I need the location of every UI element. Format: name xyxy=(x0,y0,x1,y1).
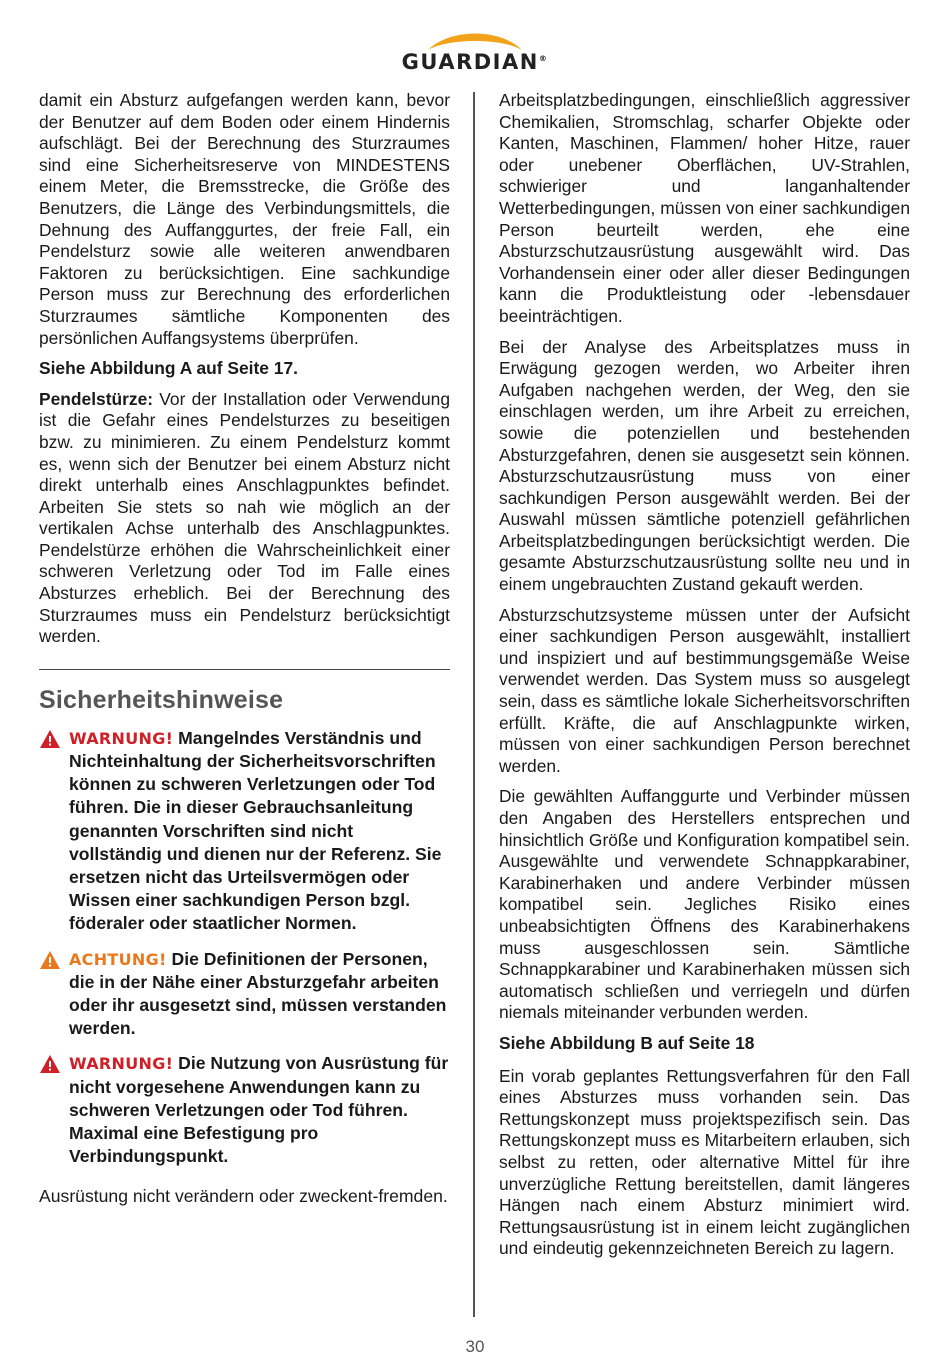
workplace-conditions-paragraph: Arbeitsplatzbedingungen, einschließlich aggressiver Chemikalien, Stromschlag, scharfer Objekte oder Kanten, Maschinen, Flammen/ hoher Hitze, rauer oder unebener Oberflächen, UV-Strahlen, schwieriger und langanhaltender Wetterbedingungen, müssen von einer sachkundigen Person beurteilt werden, ehe eine Absturzschutzausrüstung ausgewählt wird. Das Vorhandensein einer oder aller dieser Bedingungen kann die Produktleistung oder -lebensdauer beeinträchtigen. xyxy=(499,90,910,326)
section-title: Sicherheitshinweise xyxy=(39,685,284,714)
modification-notice: Ausrüstung nicht verändern oder zweckent-fremden. xyxy=(39,1185,448,1206)
warning-triangle-icon xyxy=(39,729,61,749)
swing-fall-text: Vor der Installation oder Verwendung ist die Gefahr eines Pendelsturzes zu beseitigen bzw. zu minimieren. Zu einem Pendelsturz kommt es, wenn sich der Benutzer bei einem Absturz nicht direkt unterhalb eines Anschlagpunktes befindet. Arbeiten Sie stets so nah wie möglich an der vertikalen Achse unterhalb des Anschlagpunktes. Pendelstürze erhöhen die Wahrscheinlichkeit einer schweren Verletzung oder Tod im Falle eines Absturzes erheblich. Bei der Berechnung des Sturzraumes muss ein Pendelsturz berücksichtigt werden. xyxy=(39,388,450,647)
warning-triangle-icon xyxy=(39,1054,61,1074)
page-number: 30 xyxy=(465,1337,485,1356)
section-divider xyxy=(39,669,450,670)
warning-text: Mangelndes Verständnis und Nichteinhaltung der Sicherheitsvorschriften können zu schweren Verletzungen oder Tod führen. Die in dieser Gebrauchsanleitung genannten Vorschriften sind nicht vollständig und dienen nur der Referenz. Sie ersetzen nicht das Urteilsvermögen oder Wissen einer sachkundigen Person bzgl. föderaler oder staatlicher Normen. xyxy=(69,727,442,934)
swing-fall-paragraph xyxy=(39,389,450,648)
fall-protection-systems-paragraph: Absturzschutzsysteme müssen unter der Aufsicht einer sachkundigen Person ausgewählt, installiert und inspiziert und auf bestimmungsgemäße Weise verwendet werden. Das System muss so ausgelegt sein, dass es sämtliche lokale Sicherheitsvorschriften erfüllt. Kräfte, die auf Anschlagpunkte wirken, müssen von einer sachkundigen Person berechnet werden. xyxy=(499,604,910,776)
workplace-analysis-paragraph: Bei der Analyse des Arbeitsplatzes muss in Erwägung gezogen werden, wo Arbeiter ihren Aufgaben nachgehen werden, der Weg, den sie einschlagen werden, um ihre Arbeit zu erreichen, sowie die potenziellen und bestehenden Absturzgefahren, denen sie ausgesetzt sein können. Absturzschutzausrüstung muss von einer sachkundigen Person ausgewählt werden. Bei der Auswahl müssen sämtliche potenziell gefährlichen Arbeitsplatzbedingungen berücksichtigt werden. Die gesamte Absturzschutzausrüstung sollte neu und in einem ungebrauchten Zustand gekauft werden. xyxy=(499,336,910,595)
rescue-plan-paragraph: Ein vorab geplantes Rettungsverfahren für den Fall eines Absturzes muss vorhanden sein. Das Rettungskonzept muss projektspezifisch sein. Das Rettungskonzept muss es Mitarbeitern erlauben, sich selbst zu retten, oder alternative Mittel für ihre unverzügliche Rettung bereitstellen, damit längeres Hängen nach einem Absturz minimiert wird. Rettungsausrüstung ist in einem leicht zugänglichen und eindeutig gekennzeichneten Bereich zu lagern. xyxy=(499,1065,910,1259)
warning-block-1 xyxy=(39,727,450,936)
caution-block xyxy=(39,948,450,1041)
caution-keyword: ACHTUNG! xyxy=(69,949,167,969)
warning-text: Die Nutzung von Ausrüstung für nicht vorgesehene Anwendungen kann zu schweren Verletzungen oder Tod führen. Maximal eine Befestigung pro Verbindungspunkt. xyxy=(69,1053,449,1167)
guardian-logo xyxy=(380,20,570,76)
logo-arc-icon xyxy=(380,20,570,54)
harness-connector-paragraph: Die gewählten Auffanggurte und Verbinder müssen den Angaben des Herstellers entsprechen und hinsichtlich Größe und Konfiguration kompatibel sein. Ausgewählte und verwendete Schnappkarabiner, Karabinerhaken und andere Verbinder müssen kompatibel sein. Jegliches Risiko eines unbeabsichtigten Öffnens des Karabinerhakens muss ausgeschlossen sein. Sämtliche Schnappkarabiner und Karabinerhaken müssen sich automatisch schließen und verriegeln und dürfen niemals miteinander verbunden werden. xyxy=(499,786,910,1023)
warning-block-2 xyxy=(39,1052,450,1168)
right-column xyxy=(499,90,910,1269)
caution-text: Die Definitionen der Personen, die in der Nähe einer Absturzgefahr arbeiten oder ihr ausgesetzt sind, müssen verstanden werden. xyxy=(69,948,447,1039)
left-column xyxy=(39,90,450,1218)
warning-keyword: WARNUNG! xyxy=(69,728,174,748)
warning-keyword: WARNUNG! xyxy=(69,1054,174,1074)
swing-fall-label: Pendelstürze: xyxy=(39,388,154,409)
column-divider xyxy=(473,92,475,1317)
logo-wordmark: GUARDIAN® xyxy=(401,50,549,74)
fall-clearance-paragraph: damit ein Absturz aufgefangen werden kann, bevor der Benutzer auf dem Boden oder einem Hindernis aufschlägt. Bei der Berechnung des Sturzraumes sind eine Sicherheitsreserve von MINDESTENS einem Meter, die Bremsstrecke, die Größe des Benutzers, die Länge des Verbindungsmittels, die Dehnung des Auffanggurtes, der freie Fall, ein Pendelsturz sowie alle weiteren anwendbaren Faktoren zu berücksichtigen. Eine sachkundige Person muss zur Berechnung des erforderlichen Sturzraumes sämtliche Komponenten des persönlichen Auffangsystems überprüfen. xyxy=(39,90,450,348)
figure-b-reference: Siehe Abbildung B auf Seite 18 xyxy=(499,1032,755,1053)
figure-a-reference: Siehe Abbildung A auf Seite 17. xyxy=(39,358,298,379)
caution-triangle-icon xyxy=(39,950,61,970)
